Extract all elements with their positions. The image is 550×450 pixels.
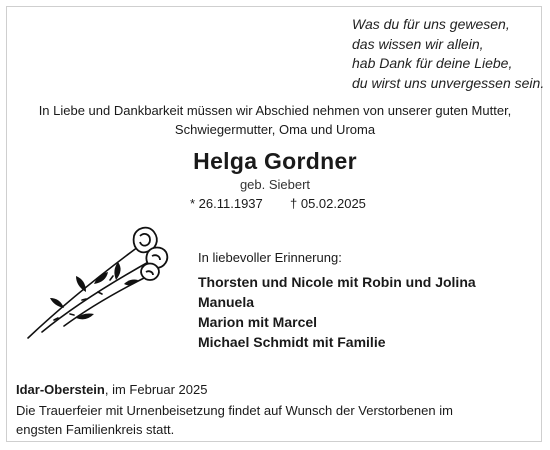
birth-date: * 26.11.1937 [190, 196, 263, 211]
deceased-name: Helga Gordner [193, 148, 357, 174]
service-line-2: engsten Familienkreis statt. [16, 422, 175, 437]
intro-text [20, 101, 530, 139]
memory-heading: In liebevoller Erinnerung: [198, 250, 342, 265]
intro-line-1: In Liebe und Dankbarkeit müssen wir Abschied nehmen von unserer guten Mutter, [38, 103, 512, 118]
poem-line: du wirst uns unvergessen sein. [352, 74, 545, 91]
service-notice [16, 401, 516, 439]
date-text: , im Februar 2025 [104, 382, 208, 397]
mourner-name: Thorsten und Nicole mit Robin und Jolina [198, 274, 476, 290]
roses-illustration [24, 222, 184, 340]
poem [352, 15, 545, 93]
poem-line: Was du für uns gewesen, [352, 16, 510, 32]
mourner-name: Marion mit Marcel [198, 314, 318, 330]
poem-line: hab Dank für deine Liebe, [352, 55, 513, 71]
mourner-name: Manuela [198, 294, 255, 310]
mourner-name: Michael Schmidt mit Familie [198, 334, 386, 350]
place-date [16, 382, 207, 397]
poem-line: das wissen wir allein, [352, 35, 484, 52]
service-line-1: Die Trauerfeier mit Urnenbeisetzung findet auf Wunsch der Verstorbenen im [16, 403, 453, 418]
intro-line-2: Schwiegermutter, Oma und Uroma [174, 122, 376, 137]
place-name: Idar-Oberstein [16, 382, 105, 397]
mourners-list [198, 272, 476, 352]
maiden-name: geb. Siebert [239, 177, 311, 192]
death-date: † 05.02.2025 [290, 196, 366, 211]
